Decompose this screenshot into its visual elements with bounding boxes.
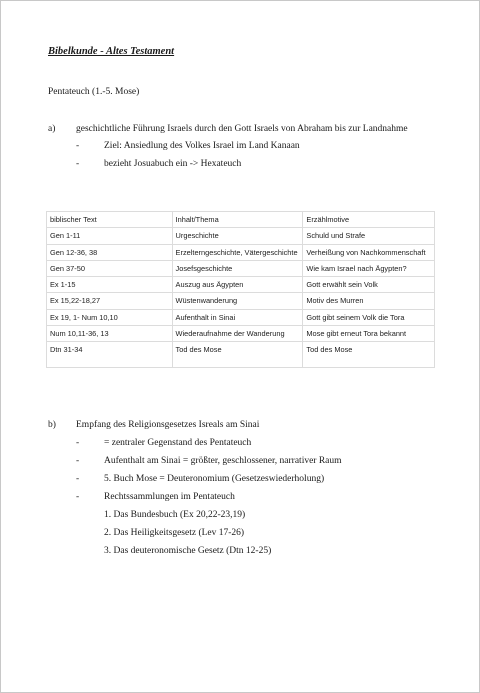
- table-cell: Mose gibt erneut Tora bekannt: [303, 325, 435, 341]
- section-a-bullet-2: bezieht Josuabuch ein -> Hexateuch: [104, 159, 242, 169]
- numbered-item-2: 2. Das Heiligkeitsgesetz (Lev 17-26): [104, 528, 245, 538]
- table-cell: Erzelterngeschichte, Vätergeschichte: [172, 244, 303, 260]
- section-b-bullet-4: Rechtssammlungen im Pentateuch: [104, 492, 235, 502]
- table-cell: Auszug aus Ägypten: [172, 277, 303, 293]
- table-cell: Gen 12-36, 38: [47, 244, 173, 260]
- pentateuch-table: [46, 211, 435, 368]
- table-row: [47, 342, 435, 368]
- numbered-item-1: 1. Das Bundesbuch (Ex 20,22-23,19): [104, 510, 246, 520]
- table-cell: Motiv des Murren: [303, 293, 435, 309]
- table-cell: Verheißung von Nachkommenschaft: [303, 244, 435, 260]
- table-cell: Schuld und Strafe: [303, 228, 435, 244]
- section-a-text: geschichtliche Führung Israels durch den Gott Israels von Abraham bis zur Landnahme: [76, 124, 408, 134]
- bullet-dash: -: [76, 159, 80, 169]
- section-b-bullet-2: Aufenthalt am Sinai = größter, geschlossener, narrativer Raum: [104, 456, 342, 466]
- bullet-dash: -: [76, 141, 80, 151]
- section-a-marker: a): [48, 124, 56, 134]
- table-header-cell: biblischer Text: [47, 212, 173, 228]
- table-row: [47, 309, 435, 325]
- table-cell: Wie kam Israel nach Ägypten?: [303, 260, 435, 276]
- table-row: [47, 293, 435, 309]
- table-row: [47, 277, 435, 293]
- table-cell: Urgeschichte: [172, 228, 303, 244]
- table-cell: Tod des Mose: [172, 342, 303, 368]
- table-cell: Wiederaufnahme der Wanderung: [172, 325, 303, 341]
- table-header-cell: Erzählmotive: [303, 212, 435, 228]
- table-cell: Ex 1-15: [47, 277, 173, 293]
- table-cell: Gott gibt seinem Volk die Tora: [303, 309, 435, 325]
- table-row: [47, 325, 435, 341]
- section-a-bullet-1: Ziel: Ansiedlung des Volkes Israel im Land Kanaan: [104, 141, 300, 151]
- bullet-dash: -: [76, 474, 80, 484]
- numbered-item-3: 3. Das deuteronomische Gesetz (Dtn 12-25): [104, 546, 272, 556]
- section-b-text: Empfang des Religionsgesetzes Isreals am Sinai: [76, 420, 260, 430]
- table-cell: Gen 1-11: [47, 228, 173, 244]
- section-b-bullet-3: 5. Buch Mose = Deuteronomium (Gesetzeswiederholung): [104, 474, 325, 484]
- section-b-bullet-1: = zentraler Gegenstand des Pentateuch: [104, 438, 252, 448]
- table-cell: Josefsgeschichte: [172, 260, 303, 276]
- table-cell: Ex 15,22-18,27: [47, 293, 173, 309]
- table-header-cell: Inhalt/Thema: [172, 212, 303, 228]
- document-title: Bibelkunde - Altes Testament: [48, 46, 175, 57]
- table-cell: Dtn 31-34: [47, 342, 173, 368]
- bullet-dash: -: [76, 492, 80, 502]
- table-row: [47, 260, 435, 276]
- bullet-dash: -: [76, 456, 80, 466]
- table-row: [47, 228, 435, 244]
- table-cell: Gott erwählt sein Volk: [303, 277, 435, 293]
- table-cell: Aufenthalt in Sinai: [172, 309, 303, 325]
- table-cell: Gen 37-50: [47, 260, 173, 276]
- table-cell: Tod des Mose: [303, 342, 435, 368]
- bullet-dash: -: [76, 438, 80, 448]
- table-cell: Num 10,11-36, 13: [47, 325, 173, 341]
- subtitle: Pentateuch (1.-5. Mose): [48, 87, 140, 97]
- table-cell: Wüstenwanderung: [172, 293, 303, 309]
- table-header-row: [47, 212, 435, 228]
- section-b-marker: b): [48, 420, 56, 430]
- table-cell: Ex 19, 1- Num 10,10: [47, 309, 173, 325]
- table-row: [47, 244, 435, 260]
